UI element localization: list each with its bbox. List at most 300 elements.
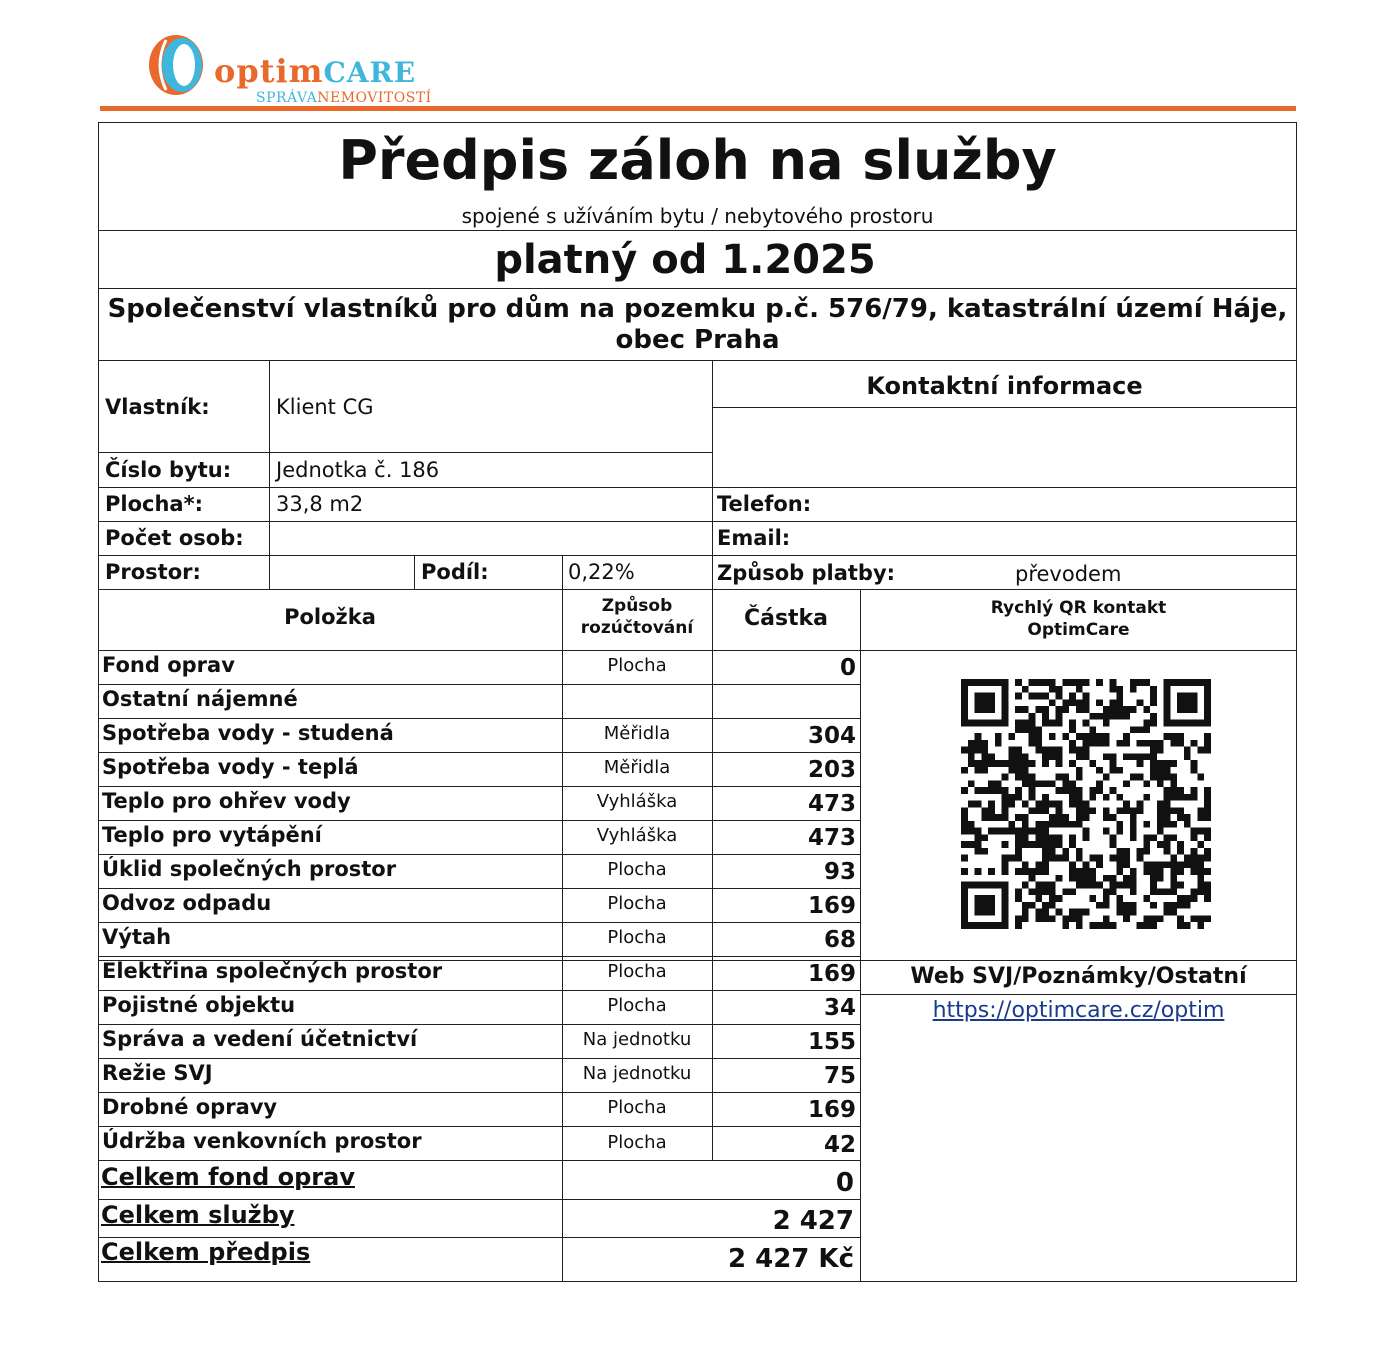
qr-module <box>995 679 1002 686</box>
qr-module <box>1083 747 1090 754</box>
web-link[interactable]: https://optimcare.cz/optim <box>932 998 1225 1023</box>
qr-module <box>1177 706 1184 713</box>
qr-module <box>1035 679 1042 686</box>
qr-module <box>1116 909 1123 916</box>
qr-module <box>1177 882 1184 889</box>
qr-module <box>961 841 968 848</box>
qr-module <box>1137 922 1144 929</box>
qr-module <box>1076 875 1083 882</box>
qr-module <box>1076 807 1083 814</box>
document-subtitle: spojené s užíváním bytu / nebytového prostoru <box>461 204 934 228</box>
qr-module <box>1062 780 1069 787</box>
qr-module <box>1089 787 1096 794</box>
qr-module <box>1143 753 1150 760</box>
payment-label: Způsob platby: <box>717 561 896 585</box>
qr-module <box>1204 828 1211 835</box>
qr-module <box>968 828 975 835</box>
qr-module <box>1103 794 1110 801</box>
qr-module <box>1164 861 1171 868</box>
qr-module <box>1089 713 1096 720</box>
qr-module <box>1130 753 1137 760</box>
qr-module <box>1015 848 1022 855</box>
qr-module <box>1197 679 1204 686</box>
qr-module <box>1177 699 1184 706</box>
qr-module <box>988 699 995 706</box>
qr-module <box>1164 713 1171 720</box>
qr-module <box>1029 841 1036 848</box>
qr-module <box>1062 787 1069 794</box>
qr-module <box>1110 855 1117 862</box>
qr-module <box>1191 720 1198 727</box>
qr-module <box>1204 720 1211 727</box>
qr-module <box>981 834 988 841</box>
method-column-header-line1: Způsob <box>601 596 673 616</box>
qr-module <box>981 679 988 686</box>
qr-module <box>981 807 988 814</box>
qr-module <box>995 760 1002 767</box>
qr-module <box>961 821 968 828</box>
qr-module <box>1116 794 1123 801</box>
row-item: Fond oprav <box>102 653 235 677</box>
qr-module <box>1089 922 1096 929</box>
qr-module <box>1177 740 1184 747</box>
qr-module <box>1150 868 1157 875</box>
qr-module <box>1002 861 1009 868</box>
qr-module <box>1002 909 1009 916</box>
qr-module <box>1116 855 1123 862</box>
area-value: 33,8 m2 <box>276 492 364 516</box>
qr-module <box>975 767 982 774</box>
qr-module <box>1170 834 1177 841</box>
qr-module <box>975 882 982 889</box>
qr-module <box>1204 686 1211 693</box>
qr-module <box>1096 699 1103 706</box>
qr-module <box>1076 686 1083 693</box>
qr-module <box>1204 915 1211 922</box>
qr-module <box>1042 760 1049 767</box>
qr-module <box>1123 740 1130 747</box>
qr-module <box>1076 868 1083 875</box>
qr-module <box>1164 902 1171 909</box>
item-column-header: Položka <box>284 605 376 629</box>
qr-module <box>1083 909 1090 916</box>
qr-module <box>961 922 968 929</box>
qr-module <box>1015 922 1022 929</box>
qr-module <box>1191 767 1198 774</box>
qr-module <box>1184 720 1191 727</box>
qr-module <box>1164 706 1171 713</box>
qr-module <box>1110 888 1117 895</box>
qr-module <box>968 740 975 747</box>
row-item: Správa a vedení účetnictví <box>102 1027 418 1051</box>
qr-module <box>1049 841 1056 848</box>
qr-module <box>1008 794 1015 801</box>
qr-module <box>975 922 982 929</box>
qr-module <box>1157 821 1164 828</box>
qr-module <box>961 699 968 706</box>
qr-module <box>1164 699 1171 706</box>
qr-module <box>1002 794 1009 801</box>
qr-module <box>1069 726 1076 733</box>
qr-module <box>1083 814 1090 821</box>
qr-module <box>1056 875 1063 882</box>
qr-module <box>1049 747 1056 754</box>
qr-module <box>1069 794 1076 801</box>
qr-module <box>1056 895 1063 902</box>
qr-module <box>1076 753 1083 760</box>
row-method: Plocha <box>607 859 667 880</box>
qr-module <box>1197 882 1204 889</box>
qr-module <box>1096 780 1103 787</box>
qr-module <box>1096 861 1103 868</box>
qr-module <box>1191 828 1198 835</box>
qr-module <box>1035 909 1042 916</box>
logo-tagline-part2: NEMOVITOSTÍ <box>317 90 432 106</box>
qr-module <box>1110 814 1117 821</box>
qr-module <box>1042 861 1049 868</box>
qr-header-line1: Rychlý QR kontakt <box>990 598 1167 618</box>
qr-module <box>995 733 1002 740</box>
qr-module <box>975 699 982 706</box>
qr-module <box>1143 726 1150 733</box>
qr-module <box>1130 807 1137 814</box>
qr-module <box>1170 740 1177 747</box>
qr-module <box>1177 693 1184 700</box>
qr-module <box>1049 699 1056 706</box>
row-amount: 155 <box>807 1029 856 1055</box>
qr-module <box>1076 814 1083 821</box>
qr-module <box>961 693 968 700</box>
qr-module <box>1184 821 1191 828</box>
qr-module <box>1164 794 1171 801</box>
qr-module <box>1015 828 1022 835</box>
qr-module <box>1029 794 1036 801</box>
qr-module <box>1062 706 1069 713</box>
qr-module <box>1137 699 1144 706</box>
qr-module <box>1123 706 1130 713</box>
qr-module <box>1089 760 1096 767</box>
qr-module <box>1062 814 1069 821</box>
qr-module <box>1042 915 1049 922</box>
qr-module <box>1062 915 1069 922</box>
qr-module <box>1204 679 1211 686</box>
qr-module <box>1150 720 1157 727</box>
qr-module <box>1157 868 1164 875</box>
qr-module <box>1143 780 1150 787</box>
qr-module <box>1157 774 1164 781</box>
qr-module <box>1042 909 1049 916</box>
qr-module <box>1002 868 1009 875</box>
qr-module <box>1164 888 1171 895</box>
qr-module <box>1177 922 1184 929</box>
qr-module <box>1035 915 1042 922</box>
qr-module <box>1164 801 1171 808</box>
row-amount: 203 <box>807 757 856 783</box>
qr-module <box>1130 882 1137 889</box>
qr-module <box>1204 733 1211 740</box>
qr-module <box>961 747 968 754</box>
qr-module <box>1103 895 1110 902</box>
row-method: Plocha <box>607 961 667 982</box>
qr-module <box>1197 841 1204 848</box>
qr-module <box>1089 895 1096 902</box>
qr-module <box>981 922 988 929</box>
total-repair-fund-value: 0 <box>835 1168 854 1198</box>
qr-module <box>1116 895 1123 902</box>
qr-module <box>1035 888 1042 895</box>
qr-module <box>1170 855 1177 862</box>
qr-module <box>1170 875 1177 882</box>
qr-module <box>1042 794 1049 801</box>
qr-module <box>1083 834 1090 841</box>
qr-module <box>1130 774 1137 781</box>
association-name: Společenství vlastníků pro dům na pozemku p.č. 576/79, katastrální území Háje, obec Praha <box>107 294 1288 355</box>
qr-module <box>1204 693 1211 700</box>
row-item: Pojistné objektu <box>102 993 296 1017</box>
qr-module <box>988 895 995 902</box>
qr-module <box>1164 686 1171 693</box>
qr-module <box>1002 882 1009 889</box>
qr-module <box>1042 706 1049 713</box>
qr-module <box>1069 787 1076 794</box>
qr-module <box>1130 875 1137 882</box>
qr-module <box>1056 693 1063 700</box>
qr-module <box>1015 753 1022 760</box>
qr-module <box>1069 801 1076 808</box>
qr-module <box>1123 713 1130 720</box>
qr-module <box>1022 902 1029 909</box>
qr-module <box>1157 807 1164 814</box>
qr-module <box>1157 841 1164 848</box>
qr-module <box>1191 855 1198 862</box>
qr-module <box>1022 780 1029 787</box>
row-item: Výtah <box>102 925 172 949</box>
qr-module <box>1015 767 1022 774</box>
qr-module <box>1150 699 1157 706</box>
qr-module <box>1022 686 1029 693</box>
qr-module <box>1008 828 1015 835</box>
qr-module <box>1083 753 1090 760</box>
qr-module <box>1089 882 1096 889</box>
qr-module <box>1137 679 1144 686</box>
qr-module <box>1002 814 1009 821</box>
qr-module <box>988 780 995 787</box>
qr-module <box>1062 774 1069 781</box>
qr-module <box>1184 753 1191 760</box>
qr-module <box>1184 861 1191 868</box>
qr-module <box>988 922 995 929</box>
qr-module <box>1191 787 1198 794</box>
qr-module <box>1143 706 1150 713</box>
qr-module <box>1157 888 1164 895</box>
qr-module <box>1191 693 1198 700</box>
qr-module <box>1042 848 1049 855</box>
qr-module <box>1056 807 1063 814</box>
qr-module <box>1150 902 1157 909</box>
row-amount: 169 <box>807 1097 856 1123</box>
qr-module <box>981 760 988 767</box>
qr-module <box>1076 915 1083 922</box>
qr-module <box>1130 828 1137 835</box>
persons-label: Počet osob: <box>105 526 244 550</box>
qr-module <box>1002 888 1009 895</box>
logo-name-part1: optim <box>214 52 324 90</box>
qr-module <box>1116 713 1123 720</box>
qr-module <box>1015 915 1022 922</box>
row-item: Teplo pro ohřev vody <box>102 789 351 813</box>
qr-module <box>1062 699 1069 706</box>
qr-module <box>1116 902 1123 909</box>
qr-module <box>1015 679 1022 686</box>
row-item: Teplo pro vytápění <box>102 823 322 847</box>
qr-module <box>1002 720 1009 727</box>
qr-module <box>1022 841 1029 848</box>
qr-module <box>1191 861 1198 868</box>
qr-module <box>1022 861 1029 868</box>
qr-module <box>995 922 1002 929</box>
qr-module <box>1056 774 1063 781</box>
qr-module <box>1062 855 1069 862</box>
qr-module <box>1049 855 1056 862</box>
qr-module <box>1184 902 1191 909</box>
qr-module <box>1002 922 1009 929</box>
qr-module <box>1056 801 1063 808</box>
qr-module <box>961 828 968 835</box>
qr-module <box>1157 780 1164 787</box>
qr-module <box>1170 679 1177 686</box>
qr-module <box>1110 699 1117 706</box>
qr-module <box>1110 875 1117 882</box>
qr-module <box>1197 868 1204 875</box>
qr-module <box>1143 740 1150 747</box>
qr-module <box>1029 868 1036 875</box>
qr-module <box>1123 855 1130 862</box>
qr-module <box>1130 902 1137 909</box>
qr-module <box>968 882 975 889</box>
qr-module <box>1029 780 1036 787</box>
qr-module <box>1076 747 1083 754</box>
qr-module <box>1049 753 1056 760</box>
qr-module <box>988 868 995 875</box>
qr-module <box>1062 848 1069 855</box>
email-label: Email: <box>717 526 791 550</box>
qr-module <box>1123 780 1130 787</box>
share-label: Podíl: <box>421 560 489 584</box>
qr-module <box>1076 774 1083 781</box>
qr-module <box>1116 686 1123 693</box>
row-amount: 473 <box>807 825 856 851</box>
row-item: Ostatní nájemné <box>102 687 298 711</box>
qr-module <box>1123 807 1130 814</box>
qr-module <box>1103 740 1110 747</box>
qr-module <box>1204 801 1211 808</box>
qr-module <box>1042 828 1049 835</box>
qr-module <box>1083 807 1090 814</box>
qr-module <box>1103 828 1110 835</box>
qr-module <box>1184 814 1191 821</box>
qr-module <box>988 902 995 909</box>
qr-module <box>1116 740 1123 747</box>
qr-module <box>1150 774 1157 781</box>
qr-module <box>1035 740 1042 747</box>
qr-module <box>1164 807 1171 814</box>
qr-module <box>1103 720 1110 727</box>
qr-module <box>968 720 975 727</box>
qr-module <box>1197 828 1204 835</box>
qr-module <box>1042 753 1049 760</box>
qr-module <box>1096 787 1103 794</box>
qr-module <box>988 801 995 808</box>
qr-module <box>1089 807 1096 814</box>
qr-module <box>1150 740 1157 747</box>
row-item: Odvoz odpadu <box>102 891 272 915</box>
qr-module <box>1015 747 1022 754</box>
qr-module <box>1184 895 1191 902</box>
qr-module <box>1069 861 1076 868</box>
qr-module <box>1022 726 1029 733</box>
qr-code-icon[interactable] <box>960 679 1212 929</box>
qr-module <box>968 922 975 929</box>
qr-module <box>988 693 995 700</box>
qr-module <box>988 679 995 686</box>
qr-module <box>1170 787 1177 794</box>
qr-module <box>1150 713 1157 720</box>
qr-module <box>1170 794 1177 801</box>
qr-module <box>1076 767 1083 774</box>
qr-module <box>975 720 982 727</box>
row-item: Režie SVJ <box>102 1061 213 1085</box>
qr-module <box>988 753 995 760</box>
qr-module <box>1137 807 1144 814</box>
qr-module <box>1042 868 1049 875</box>
qr-module <box>1056 909 1063 916</box>
row-method: Plocha <box>607 1097 667 1118</box>
qr-module <box>1062 922 1069 929</box>
qr-module <box>1042 780 1049 787</box>
qr-module <box>1056 686 1063 693</box>
qr-module <box>1204 814 1211 821</box>
qr-module <box>1143 868 1150 875</box>
qr-module <box>1137 848 1144 855</box>
phone-label: Telefon: <box>717 492 812 516</box>
qr-module <box>975 868 982 875</box>
qr-module <box>1049 780 1056 787</box>
qr-module <box>1069 841 1076 848</box>
qr-module <box>1177 902 1184 909</box>
qr-module <box>1150 753 1157 760</box>
qr-module <box>1143 679 1150 686</box>
qr-module <box>1008 747 1015 754</box>
qr-module <box>961 909 968 916</box>
qr-module <box>1191 915 1198 922</box>
qr-module <box>1164 787 1171 794</box>
qr-module <box>1029 693 1036 700</box>
qr-module <box>1002 915 1009 922</box>
qr-module <box>1056 787 1063 794</box>
qr-module <box>975 848 982 855</box>
qr-module <box>1103 733 1110 740</box>
qr-module <box>1002 699 1009 706</box>
qr-module <box>1015 794 1022 801</box>
qr-module <box>988 760 995 767</box>
qr-module <box>1042 902 1049 909</box>
qr-module <box>1002 706 1009 713</box>
qr-module <box>1150 747 1157 754</box>
qr-module <box>961 713 968 720</box>
qr-module <box>1015 895 1022 902</box>
qr-module <box>1150 922 1157 929</box>
row-amount: 75 <box>823 1063 856 1089</box>
